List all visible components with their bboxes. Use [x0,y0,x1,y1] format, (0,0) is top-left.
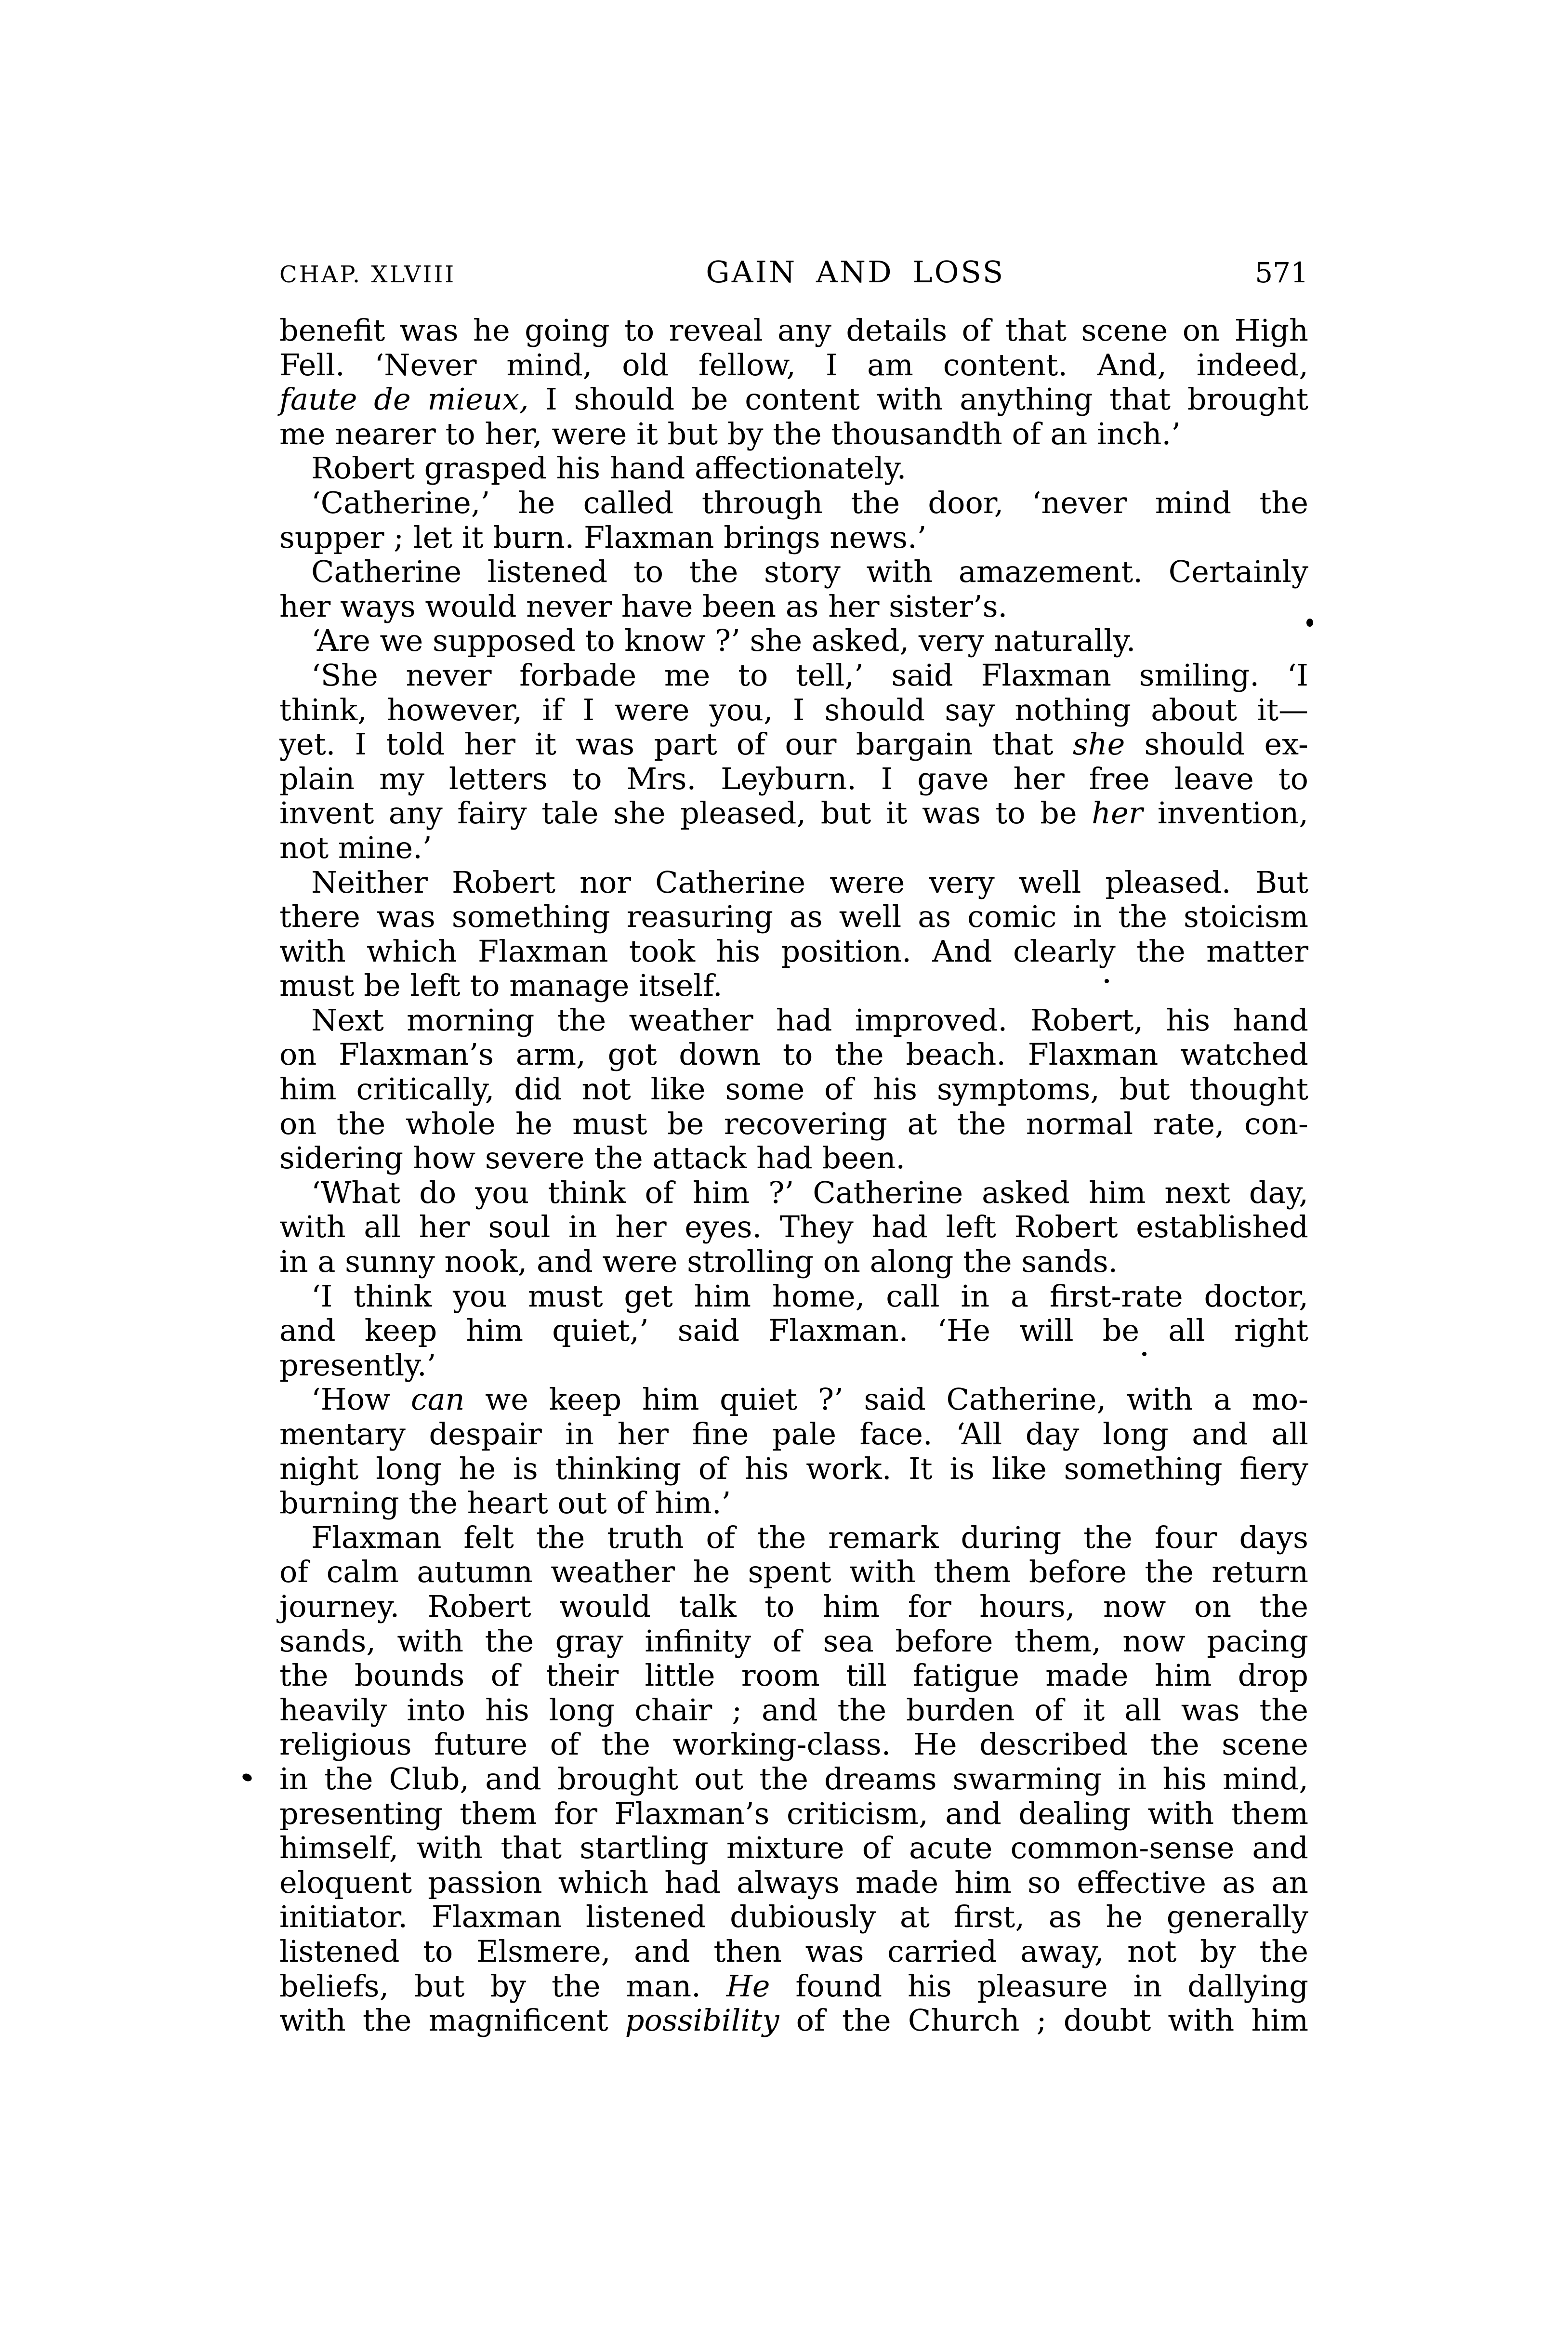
text-line: initiator. Flaxman listened dubiously at first, as he generally [279,1899,1308,1935]
text-line: with which Flaxman took his position. And clearly the matter [279,933,1308,969]
page-number: 571 [1255,256,1308,289]
text-line: beliefs, but by the man. He found his pleasure in dallying [279,1968,1308,2004]
text-line: Catherine listened to the story with amazement. Certainly [311,554,1308,590]
text-line: mentary despair in her fine pale face. ‘All day long and all [279,1416,1308,1452]
text-line: with all her soul in her eyes. They had left Robert established [279,1209,1308,1245]
text-line: burning the heart out of him.’ [279,1485,731,1521]
text-line: not mine.’ [279,830,432,865]
text-line: sidering how severe the attack had been. [279,1140,906,1176]
text-line: yet. I told her it was part of our bargain that she should ex- [279,726,1308,762]
text-line: and keep him quiet,’ said Flaxman. ‘He will be all right [279,1313,1308,1348]
text-line: supper ; let it burn. Flaxman brings news.’ [279,519,927,555]
text-line: on Flaxman’s arm, got down to the beach. Flaxman watched [279,1037,1308,1072]
text-line: himself, with that startling mixture of acute common-sense and [279,1830,1308,1866]
text-line: ‘What do you think of him ?’ Catherine asked him next day, [311,1175,1308,1210]
text-line: presenting them for Flaxman’s criticism, and dealing with them [279,1796,1308,1831]
text-line: ‘Are we supposed to know ?’ she asked, very naturally. [311,623,1136,659]
text-line: Robert grasped his hand affectionately. [311,450,907,486]
text-line: in the Club, and brought out the dreams swarming in his mind, [279,1761,1308,1796]
text-line: journey. Robert would talk to him for hours, now on the [279,1588,1308,1624]
text-line: ‘She never forbade me to tell,’ said Flaxman smiling. ‘I [311,657,1308,693]
text-line: Next morning the weather had improved. Robert, his hand [311,1002,1308,1038]
text-line: on the whole he must be recovering at the normal rate, con- [279,1106,1308,1141]
text-line: her ways would never have been as her sister’s. [279,588,1008,624]
text-line: presently.’ [279,1347,436,1383]
text-line: with the magnificent possibility of the Church ; doubt with him [279,2003,1308,2038]
text-line: the bounds of their little room till fatigue made him drop [279,1658,1308,1693]
ink-speck [1306,619,1313,627]
text-line: me nearer to her, were it but by the thousandth of an inch.’ [279,416,1181,451]
text-column [279,313,1308,2038]
text-line: heavily into his long chair ; and the burden of it all was the [279,1692,1308,1728]
text-line: Flaxman felt the truth of the remark during the four days [311,1519,1308,1555]
text-line: plain my letters to Mrs. Leyburn. I gave her free leave to [279,761,1308,796]
page-title: GAIN AND LOSS [706,254,1005,290]
ink-speck [241,1772,253,1782]
running-header [279,254,1308,290]
text-line: listened to Elsmere, and then was carried away, not by the [279,1933,1308,1969]
ink-speck [1105,979,1109,983]
chapter-label: CHAP. XLVIII [279,261,456,288]
text-line: Fell. ‘Never mind, old fellow, I am content. And, indeed, [279,347,1308,383]
text-line: think, however, if I were you, I should say nothing about it— [279,692,1308,727]
text-line: sands, with the gray infinity of sea before them, now pacing [279,1623,1308,1659]
text-line: religious future of the working-class. He described the scene [279,1727,1308,1762]
text-line: Neither Robert nor Catherine were very well pleased. But [311,864,1308,900]
text-line: faute de mieux, I should be content with anything that brought [279,382,1308,417]
text-line: in a sunny nook, and were strolling on along the sands. [279,1244,1118,1280]
text-line: invent any fairy tale she pleased, but it was to be her invention, [279,795,1309,831]
text-line: ‘I think you must get him home, call in a first-rate doctor, [311,1278,1308,1314]
text-line: ‘Catherine,’ he called through the door, ‘never mind the [311,485,1308,520]
text-line: benefit was he going to reveal any details of that scene on High [279,313,1308,348]
ink-speck [1142,1352,1146,1356]
text-line: eloquent passion which had always made him so effective as an [279,1864,1308,1900]
text-line: of calm autumn weather he spent with them before the return [279,1554,1308,1590]
text-line: ‘How can we keep him quiet ?’ said Catherine, with a mo- [311,1382,1308,1417]
text-line: him critically, did not like some of his symptoms, but thought [279,1071,1308,1107]
text-line: there was something reasuring as well as comic in the stoicism [279,899,1308,935]
text-line: must be left to manage itself. [279,968,723,1003]
text-line: night long he is thinking of his work. It is like something fiery [279,1451,1308,1486]
